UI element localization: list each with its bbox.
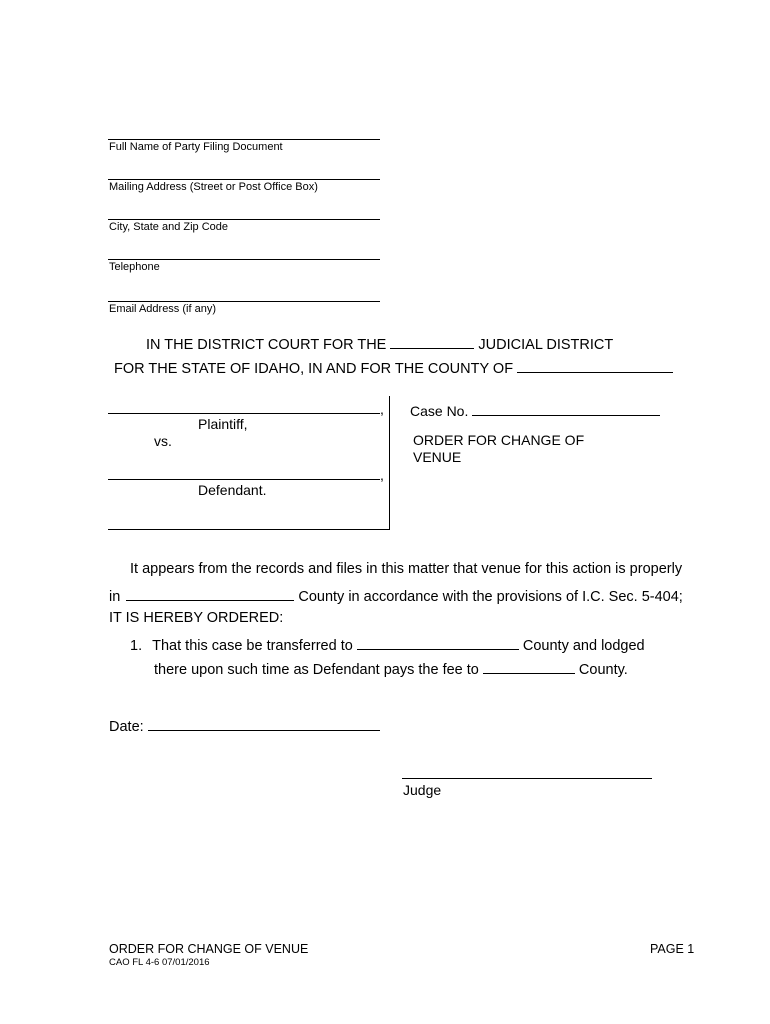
defendant-name-line[interactable]	[108, 479, 380, 480]
body-paragraph-line2	[109, 586, 683, 605]
fee-county-blank[interactable]	[483, 659, 575, 674]
mailing-address-label: Mailing Address (Street or Post Office Box)	[109, 181, 318, 193]
defendant-comma: ,	[380, 467, 384, 483]
footer-page-number: PAGE 1	[650, 942, 695, 956]
footer-form-title: ORDER FOR CHANGE OF VENUE	[109, 942, 309, 956]
mailing-address-line[interactable]	[108, 179, 380, 180]
fee-text: there upon such time as Defendant pays the fee to	[154, 662, 479, 678]
county-period-text: County.	[578, 662, 628, 678]
order-item-1-line2	[154, 659, 628, 678]
case-no-label: Case No.	[410, 403, 469, 419]
date-blank[interactable]	[148, 716, 380, 731]
county-blank[interactable]	[517, 358, 673, 373]
full-name-label: Full Name of Party Filing Document	[109, 141, 283, 153]
email-line[interactable]	[108, 301, 380, 302]
footer-form-code: CAO FL 4-6 07/01/2016	[109, 957, 210, 968]
venue-statute-text: County in accordance with the provisions of I.C. Sec. 5-404;	[298, 589, 683, 605]
venue-in-label: in	[109, 589, 121, 605]
order-item-number: 1.	[130, 638, 143, 654]
date-row	[109, 716, 380, 735]
district-number-blank[interactable]	[390, 334, 474, 349]
city-state-zip-label: City, State and Zip Code	[109, 221, 229, 233]
transfer-text: That this case be transferred to	[152, 638, 353, 654]
defendant-label: Defendant.	[198, 482, 267, 498]
date-label: Date:	[109, 719, 144, 735]
court-header-prefix: IN THE DISTRICT COURT FOR THE	[146, 337, 387, 353]
ordered-heading: IT IS HEREBY ORDERED:	[109, 610, 284, 626]
full-name-line[interactable]	[108, 139, 380, 140]
plaintiff-name-line[interactable]	[108, 413, 380, 414]
court-header-line2	[114, 358, 673, 377]
telephone-line[interactable]	[108, 259, 380, 260]
case-number-row	[410, 401, 660, 419]
plaintiff-comma: ,	[380, 401, 384, 417]
caption-divider-bottom	[108, 529, 390, 530]
court-header-line1	[146, 334, 613, 353]
city-state-zip-line[interactable]	[108, 219, 380, 220]
email-label: Email Address (if any)	[109, 303, 216, 315]
telephone-label: Telephone	[109, 261, 160, 273]
court-header-suffix: JUDICIAL DISTRICT	[478, 337, 614, 353]
county-of-label: FOR THE STATE OF IDAHO, IN AND FOR THE COUNTY OF	[114, 361, 514, 377]
lodged-text: County and lodged	[522, 638, 645, 654]
case-number-blank[interactable]	[472, 401, 660, 416]
plaintiff-label: Plaintiff,	[198, 416, 248, 432]
caption-divider-vertical	[389, 396, 390, 530]
order-item-1-line1	[130, 635, 645, 654]
body-paragraph-line1: It appears from the records and files in this matter that venue for this action is properly	[130, 561, 683, 577]
transfer-county-blank[interactable]	[357, 635, 519, 650]
document-title-line2: VENUE	[413, 449, 462, 465]
judge-label: Judge	[403, 782, 442, 798]
judge-signature-line[interactable]	[402, 778, 652, 779]
vs-label: vs.	[154, 433, 172, 449]
venue-county-blank[interactable]	[126, 586, 294, 601]
document-title-line1: ORDER FOR CHANGE OF	[413, 432, 585, 448]
